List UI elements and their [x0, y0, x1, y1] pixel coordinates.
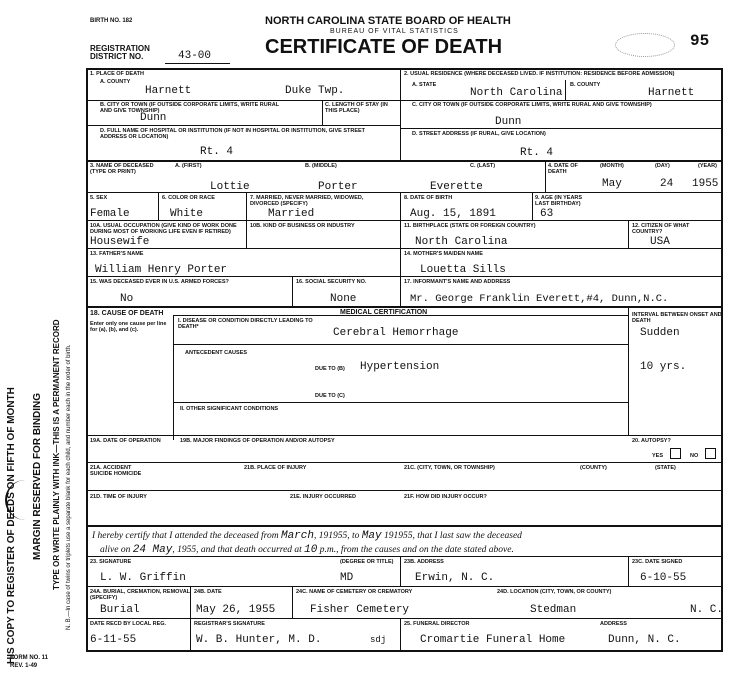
registration-label: REGISTRATION — [90, 44, 150, 53]
death-year-value: 1955 — [692, 178, 719, 190]
cause-b-value: Hypertension — [360, 361, 440, 373]
birthplace-value: North Carolina — [415, 236, 508, 248]
township-value: Duke Twp. — [285, 85, 345, 97]
registrar-value: W. B. Hunter, M. D. — [196, 634, 322, 646]
registrar-suffix: sdj — [370, 635, 387, 645]
marital-label: 7. MARRIED, NEVER MARRIED, WIDOWED, DIVORCED (SPECIFY) — [250, 195, 364, 207]
signature-value: L. W. Griffin — [100, 572, 186, 584]
death-month-value: May — [602, 178, 622, 190]
disease-label: I. DISEASE OR CONDITION DIRECTLY LEADING TO DEATH* — [178, 318, 313, 330]
date-signed-label: 23C. DATE SIGNED — [632, 559, 683, 565]
certificate-number: 95 — [690, 32, 710, 50]
birthplace-label: 11. BIRTHPLACE (STATE OR FOREIGN COUNTRY) — [404, 223, 536, 229]
state-value: North Carolina — [470, 87, 563, 99]
cemetery-value: Fisher Cemetery — [310, 604, 410, 616]
race-label: 6. COLOR OR RACE — [162, 195, 215, 201]
side-note-ink: TYPE OR WRITE PLAINLY WITH INK—THIS IS A PERMANENT RECORD — [52, 319, 61, 590]
other-conditions-label: II. OTHER SIGNIFICANT CONDITIONS — [180, 406, 279, 412]
sex-value: Female — [90, 208, 130, 220]
res-county-value: Harnett — [648, 87, 695, 99]
street-value: Rt. 4 — [520, 147, 554, 159]
last-name-label: C. (LAST) — [470, 163, 496, 169]
mother-label: 14. MOTHER'S MAIDEN NAME — [404, 251, 483, 257]
due-to-b-label: DUE TO (B) — [315, 366, 345, 372]
side-note-register: HIS COPY TO REGISTER OF DEEDS ON FIFTH OF MONTH — [6, 387, 17, 664]
citizen-label: 12. CITIZEN OF WHAT COUNTRY? — [632, 223, 690, 235]
date-received-label: DATE RECD BY LOCAL REG. — [90, 621, 167, 627]
state-seal-stamp — [615, 33, 675, 57]
place-of-death-label: 1. PLACE OF DEATH — [90, 71, 144, 77]
form-revision: REV. 1-49 — [10, 663, 38, 669]
due-to-c-label: DUE TO (C) — [315, 393, 345, 399]
place-injury-label: 21B. PLACE OF INJURY — [244, 465, 307, 471]
certification-line-2: alive on 24 May, 1955, and that death occurred at 10 p.m., from the causes and on the date stated above. — [100, 544, 514, 556]
city-injury-label: 21C. (CITY, TOWN, OR TOWNSHIP) — [404, 465, 495, 471]
death-day-value: 24 — [660, 178, 674, 190]
autopsy-no-label: NO — [690, 453, 699, 459]
cause-label: 18. CAUSE OF DEATH — [90, 310, 164, 317]
day-label: (DAY) — [655, 163, 670, 169]
district-number: 43-00 — [178, 50, 212, 62]
autopsy-label: 20. AUTOPSY? — [632, 438, 671, 444]
last-name-value: Everette — [430, 181, 483, 193]
interval-b-value: 10 yrs. — [640, 361, 687, 373]
funeral-address-value: Dunn, N. C. — [608, 634, 681, 646]
business-label: 10B. KIND OF BUSINESS OR INDUSTRY — [250, 223, 355, 229]
bureau-name: BUREAU OF VITAL STATISTICS — [330, 28, 459, 35]
city-label: B. CITY OR TOWN (IF OUTSIDE CORPORATE LIMITS, WRITE RURAL AND GIVE TOWNSHIP) — [100, 102, 279, 114]
location-label: 24D. LOCATION (CITY, TOWN, OR COUNTY) — [497, 589, 612, 595]
age-label: 9. AGE (IN YEARS LAST BIRTHDAY) — [535, 195, 583, 207]
ssn-label: 16. SOCIAL SECURITY NO. — [296, 279, 367, 285]
mother-value: Louetta Sills — [420, 264, 506, 276]
dob-value: Aug. 15, 1891 — [410, 208, 496, 220]
interval-label: INTERVAL BETWEEN ONSET AND DEATH — [632, 312, 722, 324]
accident-label: 21A. ACCIDENT SUICIDE HOMICIDE — [90, 465, 142, 477]
interval-a-value: Sudden — [640, 327, 680, 339]
informant-label: 17. INFORMANT'S NAME AND ADDRESS — [404, 279, 511, 285]
hospital-label: D. FULL NAME OF HOSPITAL OR INSTITUTION (IF NOT IN HOSPITAL OR INSTITUTION, GIVE STREET ADDRESS OR LOCATION) — [100, 128, 366, 140]
agency-name: NORTH CAROLINA STATE BOARD OF HEALTH — [265, 15, 511, 27]
burial-value: Burial — [100, 604, 140, 616]
city-value: Dunn — [140, 112, 167, 124]
autopsy-no-box[interactable] — [705, 448, 716, 459]
degree-value: MD — [340, 572, 354, 584]
burial-date-label: 24B. DATE — [194, 589, 222, 595]
autopsy-yes-label: YES — [652, 453, 664, 459]
degree-label: (DEGREE OR TITLE) — [340, 559, 394, 565]
res-city-label: C. CITY OR TOWN (IF OUTSIDE CORPORATE LIMITS, WRITE RURAL AND GIVE TOWNSHIP) — [412, 102, 652, 108]
date-received-value: 6-11-55 — [90, 634, 137, 646]
race-value: White — [170, 208, 204, 220]
antecedent-label: ANTECEDENT CAUSES — [185, 350, 248, 356]
state-injury-label: (STATE) — [655, 465, 676, 471]
sex-label: 5. SEX — [90, 195, 108, 201]
armed-forces-label: 15. WAS DECEASED EVER IN U.S. ARMED FORCES? — [90, 279, 229, 285]
informant-value: Mr. George Franklin Everett,#4, Dunn,N.C. — [410, 293, 669, 305]
marital-value: Married — [268, 208, 315, 220]
month-label: (MONTH) — [600, 163, 624, 169]
burial-date-value: May 26, 1955 — [196, 604, 276, 616]
injury-occurred-label: 21E. INJURY OCCURRED — [290, 494, 357, 500]
first-name-value: Lottie — [210, 181, 250, 193]
armed-forces-value: No — [120, 293, 134, 305]
middle-name-label: B. (MIDDLE) — [305, 163, 337, 169]
burial-label: 24A. BURIAL, CREMATION, REMOVAL (SPECIFY) — [90, 589, 190, 601]
father-value: William Henry Porter — [95, 264, 228, 276]
dob-label: 8. DATE OF BIRTH — [404, 195, 453, 201]
father-label: 13. FATHER'S NAME — [90, 251, 144, 257]
side-note-twins: N. B.—In case of twins or triplets use a separate blank for each child, and number each in the order of birth. — [66, 344, 72, 630]
certification-line-1: I hereby certify that I attended the deceased from March, 191955, to May 191955, that I last saw the deceased — [92, 530, 522, 542]
ssn-value: None — [330, 293, 357, 305]
page-title: CERTIFICATE OF DEATH — [265, 36, 503, 58]
address-label: 23B. ADDRESS — [404, 559, 444, 565]
date-of-death-label: 4. DATE OF DEATH — [548, 163, 578, 175]
birth-number: BIRTH NO. 182 — [90, 18, 133, 24]
cause-note: Enter only one cause per line for (a), (b), and (c). — [90, 321, 167, 333]
age-value: 63 — [540, 208, 554, 220]
county-injury-label: (COUNTY) — [580, 465, 607, 471]
location-state-value: N. C. — [690, 604, 724, 616]
signature-label: 23. SIGNATURE — [90, 559, 132, 565]
occupation-value: Housewife — [90, 236, 150, 248]
citizen-value: USA — [650, 236, 670, 248]
location-value: Stedman — [530, 604, 577, 616]
residence-label: 2. USUAL RESIDENCE (WHERE DECEASED LIVED. IF INSTITUTION: RESIDENCE BEFORE ADMISSION) — [404, 71, 675, 77]
middle-name-value: Porter — [318, 181, 358, 193]
year-label: (YEAR) — [698, 163, 717, 169]
form-number: FORM NO. 11 — [10, 655, 49, 661]
medical-cert-heading: MEDICAL CERTIFICATION — [340, 309, 428, 316]
time-injury-label: 21D. TIME OF INJURY — [90, 494, 147, 500]
date-signed-value: 6-10-55 — [640, 572, 687, 584]
funeral-address-label: ADDRESS — [600, 621, 627, 627]
findings-label: 19B. MAJOR FINDINGS OF OPERATION AND/OR AUTOPSY — [180, 438, 335, 444]
occupation-label: 10A. USUAL OCCUPATION (GIVE KIND OF WORK DONE DURING MOST OF WORKING LIFE EVEN IF RETIRED) — [90, 223, 237, 235]
county-label: A. COUNTY — [100, 79, 131, 85]
res-county-label: B. COUNTY — [570, 82, 601, 88]
state-label: A. STATE — [412, 82, 437, 88]
res-city-value: Dunn — [495, 116, 522, 128]
autopsy-yes-box[interactable] — [670, 448, 681, 459]
cemetery-label: 24C. NAME OF CEMETERY OR CREMATORY — [296, 589, 413, 595]
district-label: DISTRICT NO. — [90, 52, 144, 61]
how-injury-label: 21F. HOW DID INJURY OCCUR? — [404, 494, 487, 500]
address-value: Erwin, N. C. — [415, 572, 495, 584]
registrar-label: REGISTRAR'S SIGNATURE — [194, 621, 265, 627]
name-label: 3. NAME OF DECEASED (TYPE OR PRINT) — [90, 163, 154, 175]
stay-label: C. LENGTH OF STAY (IN THIS PLACE) — [325, 102, 388, 114]
operation-date-label: 19A. DATE OF OPERATION — [90, 438, 161, 444]
first-name-label: A. (FIRST) — [175, 163, 202, 169]
county-value: Harnett — [145, 85, 192, 97]
funeral-director-label: 25. FUNERAL DIRECTOR — [404, 621, 470, 627]
side-note-binding: MARGIN RESERVED FOR BINDING — [32, 392, 43, 560]
funeral-director-value: Cromartie Funeral Home — [420, 634, 566, 646]
cause-a-value: Cerebral Hemorrhage — [333, 327, 459, 339]
street-label: D. STREET ADDRESS (IF RURAL, GIVE LOCATION) — [412, 131, 546, 137]
hospital-value: Rt. 4 — [200, 146, 234, 158]
